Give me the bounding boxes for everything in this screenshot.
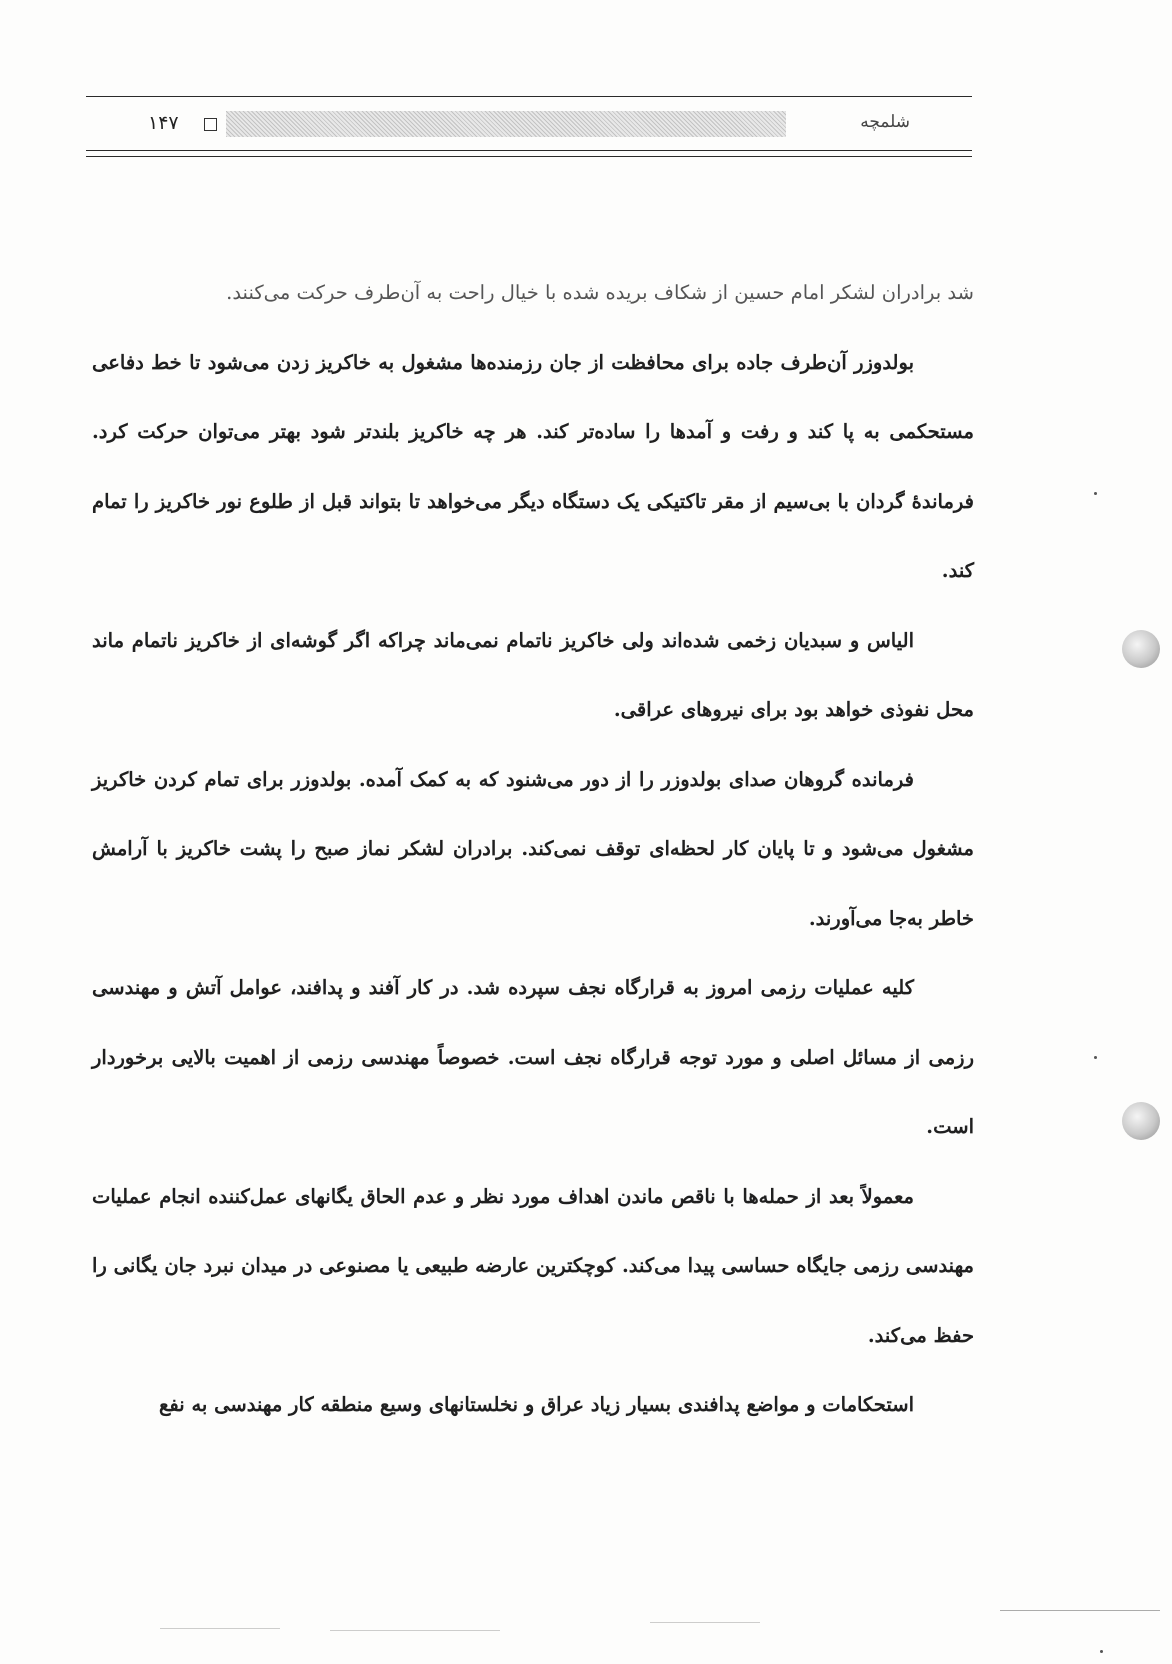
paragraph: بولدوزر آن‌طرف جاده برای محافظت از جان رزمنده‌ها مشغول به خاکریز زدن می‌شود تا خط دفاعی مستحکمی به پا کند و رفت و آمدها را ساده‌تر کند. هر چه خاکریز بلندتر شود بهتر می‌توان حرکت کرد. فرماندهٔ گردان با بی‌سیم از مقر تاکتیکی یک دستگاه دیگر می‌خواهد تا بتواند قبل از طلوع نور خاکریز را تمام کند. [92,350,974,582]
paragraph: فرمانده گروهان صدای بولدوزر را از دور می‌شنود که به کمک آمده. بولدوزر برای تمام کردن خاکریز مشغول می‌شود و تا پایان کار لحظه‌ای توقف نمی‌کند. برادران لشکر نماز صبح را پشت خاکریز با آرامش خاطر به‌جا می‌آورند. [92,767,974,930]
running-header [86,108,972,142]
paragraph: کلیه عملیات رزمی امروز به قرارگاه نجف سپرده شد. در کار آفند و پدافند، عوامل آتش و مهندسی رزمی از مسائل اصلی و مورد توجه قرارگاه نجف است. خصوصاً مهندسی رزمی از اهمیت بالایی برخوردار است. [92,976,974,1138]
hole-punch [1122,630,1160,668]
scan-mark [330,1630,500,1631]
running-title: شلمچه [860,112,910,132]
speck [1094,1056,1097,1059]
square-ornament-icon [204,118,217,131]
paragraph: معمولاً بعد از حمله‌ها با ناقص ماندن اهداف مورد نظر و عدم الحاق یگانهای عمل‌کننده انجام عملیات مهندسی رزمی جایگاه حساسی پیدا می‌کند. کوچکترین عارضه طبیعی یا مصنوعی در میدان نبرد جان یگانی را حفظ می‌کند. [92,1184,974,1347]
page-number: ۱۴۷ [148,112,179,134]
scan-mark [1000,1610,1160,1611]
speck [1094,492,1097,495]
header-top-rule [86,96,972,97]
paragraph: شد برادران لشکر امام حسین از شکاف بریده شده با خیال راحت به آن‌طرف حرکت می‌کنند. [226,281,974,304]
body-text [92,258,974,1440]
paragraph: الیاس و سبدیان زخمی شده‌اند ولی خاکریز ناتمام نمی‌ماند چراکه اگر گوشه‌ای از خاکریز ناتمام ماند محل نفوذی خواهد بود برای نیروهای عراقی. [92,628,974,721]
paragraph: استحکامات و مواضع پدافندی بسیار زیاد عراق و نخلستانهای وسیع منطقه کار مهندسی به نفع [158,1393,914,1416]
scan-mark [160,1628,280,1629]
header-bottom-rule [86,150,972,151]
header-bottom-rule-thin [86,156,972,157]
speck [1100,1650,1103,1653]
hole-punch [1122,1102,1160,1140]
header-pattern-band [226,111,786,137]
scan-mark [650,1622,760,1623]
